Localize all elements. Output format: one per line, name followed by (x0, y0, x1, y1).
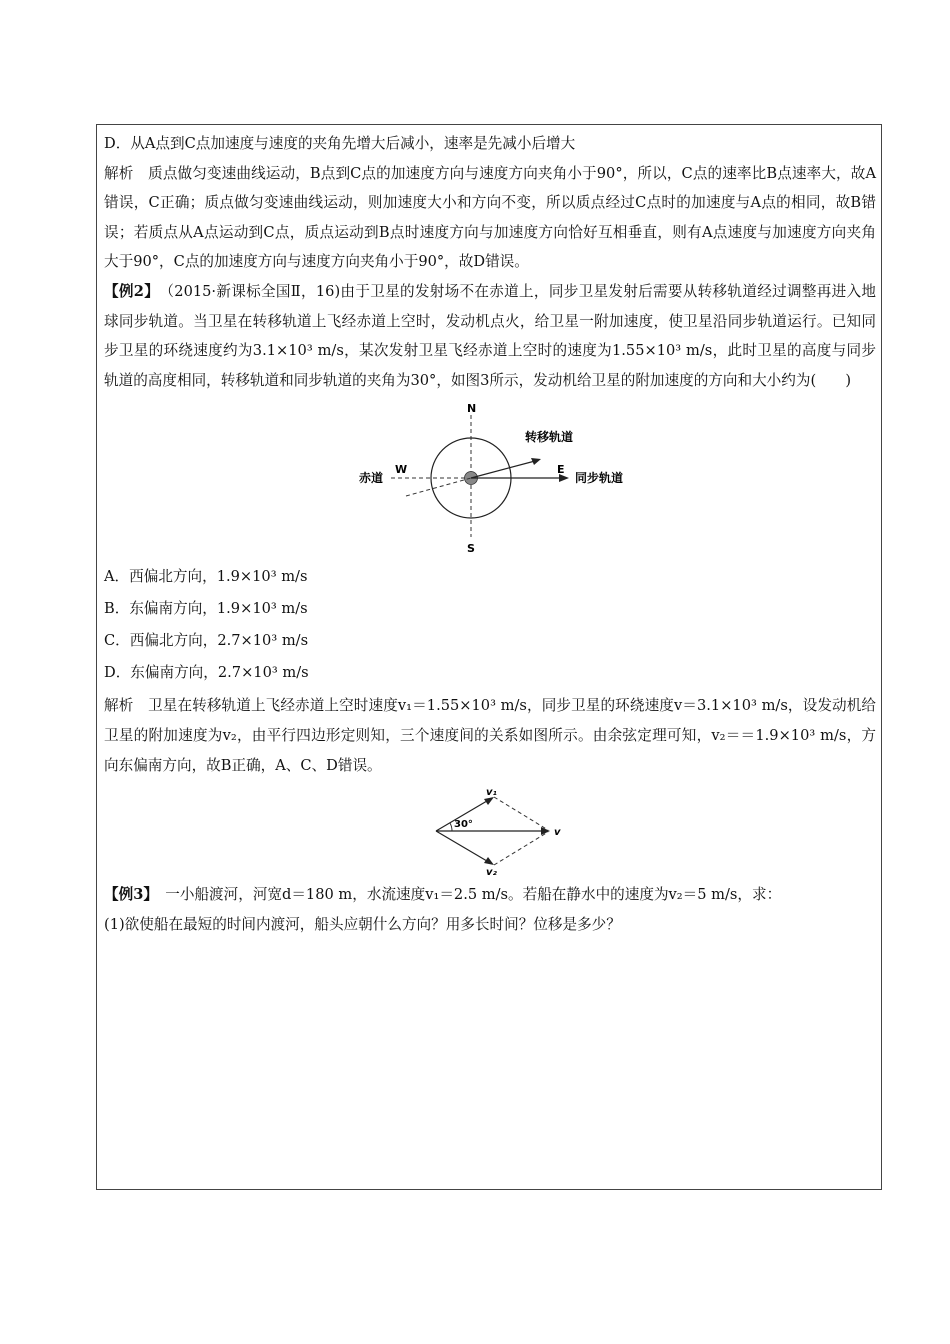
q1-option-d: D．从A点到C点加速度与速度的夹角先增大后减小，速率是先减小后增大 (104, 135, 576, 152)
question-frame (96, 124, 882, 1190)
q3-stem: 一小船渡河，河宽d＝180 m，水流速度v₁＝2.5 m/s。若船在静水中的速度为v₂＝5 m/s，求： (165, 886, 782, 904)
vector-figure (432, 786, 572, 876)
q3-sub1: (1)欲使船在最短的时间内渡河，船头应朝什么方向？用多长时间？位移是多少？ (104, 915, 621, 933)
label-e: E (557, 463, 565, 477)
label-angle: 30° (454, 819, 473, 831)
label-v: v (554, 827, 561, 839)
transfer-arrowhead (531, 458, 541, 465)
label-transfer-orbit: 转移轨道 (525, 430, 574, 445)
transfer-orbit-line (471, 461, 535, 478)
q2-tag: 【例2】 (104, 282, 152, 300)
q2-stem: （2015·新课标全国Ⅱ，16)由于卫星的发射场不在赤道上，同步卫星发射后需要从转移轨道经过调整再进入地球同步轨道。当卫星在转移轨道上飞经赤道上空时，发动机点火，给卫星一附加速度，使卫星沿同步轨道运行。已知同步卫星的环绕速度约为3.1×10³ m/s，某次发射卫星飞经赤道上空时的速度为1.55×10³ m/s，此时卫星的高度与同步轨道的高度相同，转移轨道和同步轨道的夹角为30°，如图3所示，发动机给卫星的附加速度的方向和大小约为( ) (104, 282, 876, 389)
q2-analysis: 解析 卫星在转移轨道上飞经赤道上空时速度v₁＝1.55×10³ m/s，同步卫星的环绕速度v＝3.1×10³ m/s，设发动机给卫星的附加速度为v₂，由平行四边形定则知，三个速度间的关系如图所示。由余弦定理可知，v₂＝＝1.9×10³ m/s，方向东偏南方向，故B正确，A、C、D错误。 (104, 697, 876, 774)
q2-option-a: A．西偏北方向，1.9×10³ m/s (104, 568, 308, 586)
parallelogram-top (494, 797, 548, 830)
q3-tag: 【例3】 (104, 886, 151, 904)
q2-option-d: D．东偏南方向，2.7×10³ m/s (104, 664, 309, 682)
label-v1: v₁ (486, 787, 497, 799)
orbit-figure (351, 401, 641, 555)
label-w: W (395, 463, 408, 477)
q3-stem-paragraph (104, 880, 876, 910)
v2-vector (436, 831, 492, 864)
q2-stem-paragraph (104, 277, 876, 395)
q1-analysis: 解析 质点做匀变速曲线运动，B点到C点的加速度方向与速度方向夹角小于90°，所以，C点的速率比B点速率大，故A错误，C正确；质点做匀变速曲线运动，则加速度大小和方向不变，所以质点经过C点时的加速度与A点的相同，故B错误；若质点从A点运动到C点，质点运动到B点时速度方向与加速度方向恰好互相垂直，则有A点速度与加速度方向夹角大于90°，C点的加速度方向与速度方向夹角小于90°，故D错误。 (104, 164, 876, 271)
document-content (104, 129, 876, 939)
label-sync-orbit: 同步轨道 (575, 471, 624, 486)
v2-arrowhead (484, 857, 494, 865)
label-v2: v₂ (486, 867, 497, 877)
angle-arc (450, 823, 452, 831)
v-arrowhead (541, 827, 550, 835)
parallelogram-bottom (494, 832, 548, 865)
v1-arrowhead (484, 797, 494, 805)
q2-option-b: B．东偏南方向，1.9×10³ m/s (104, 600, 308, 618)
label-n: N (467, 402, 477, 416)
transfer-orbit-dashed (406, 478, 471, 496)
label-equator: 赤道 (359, 471, 384, 486)
q2-option-c: C．西偏北方向，2.7×10³ m/s (104, 632, 309, 650)
label-s: S (467, 542, 475, 556)
